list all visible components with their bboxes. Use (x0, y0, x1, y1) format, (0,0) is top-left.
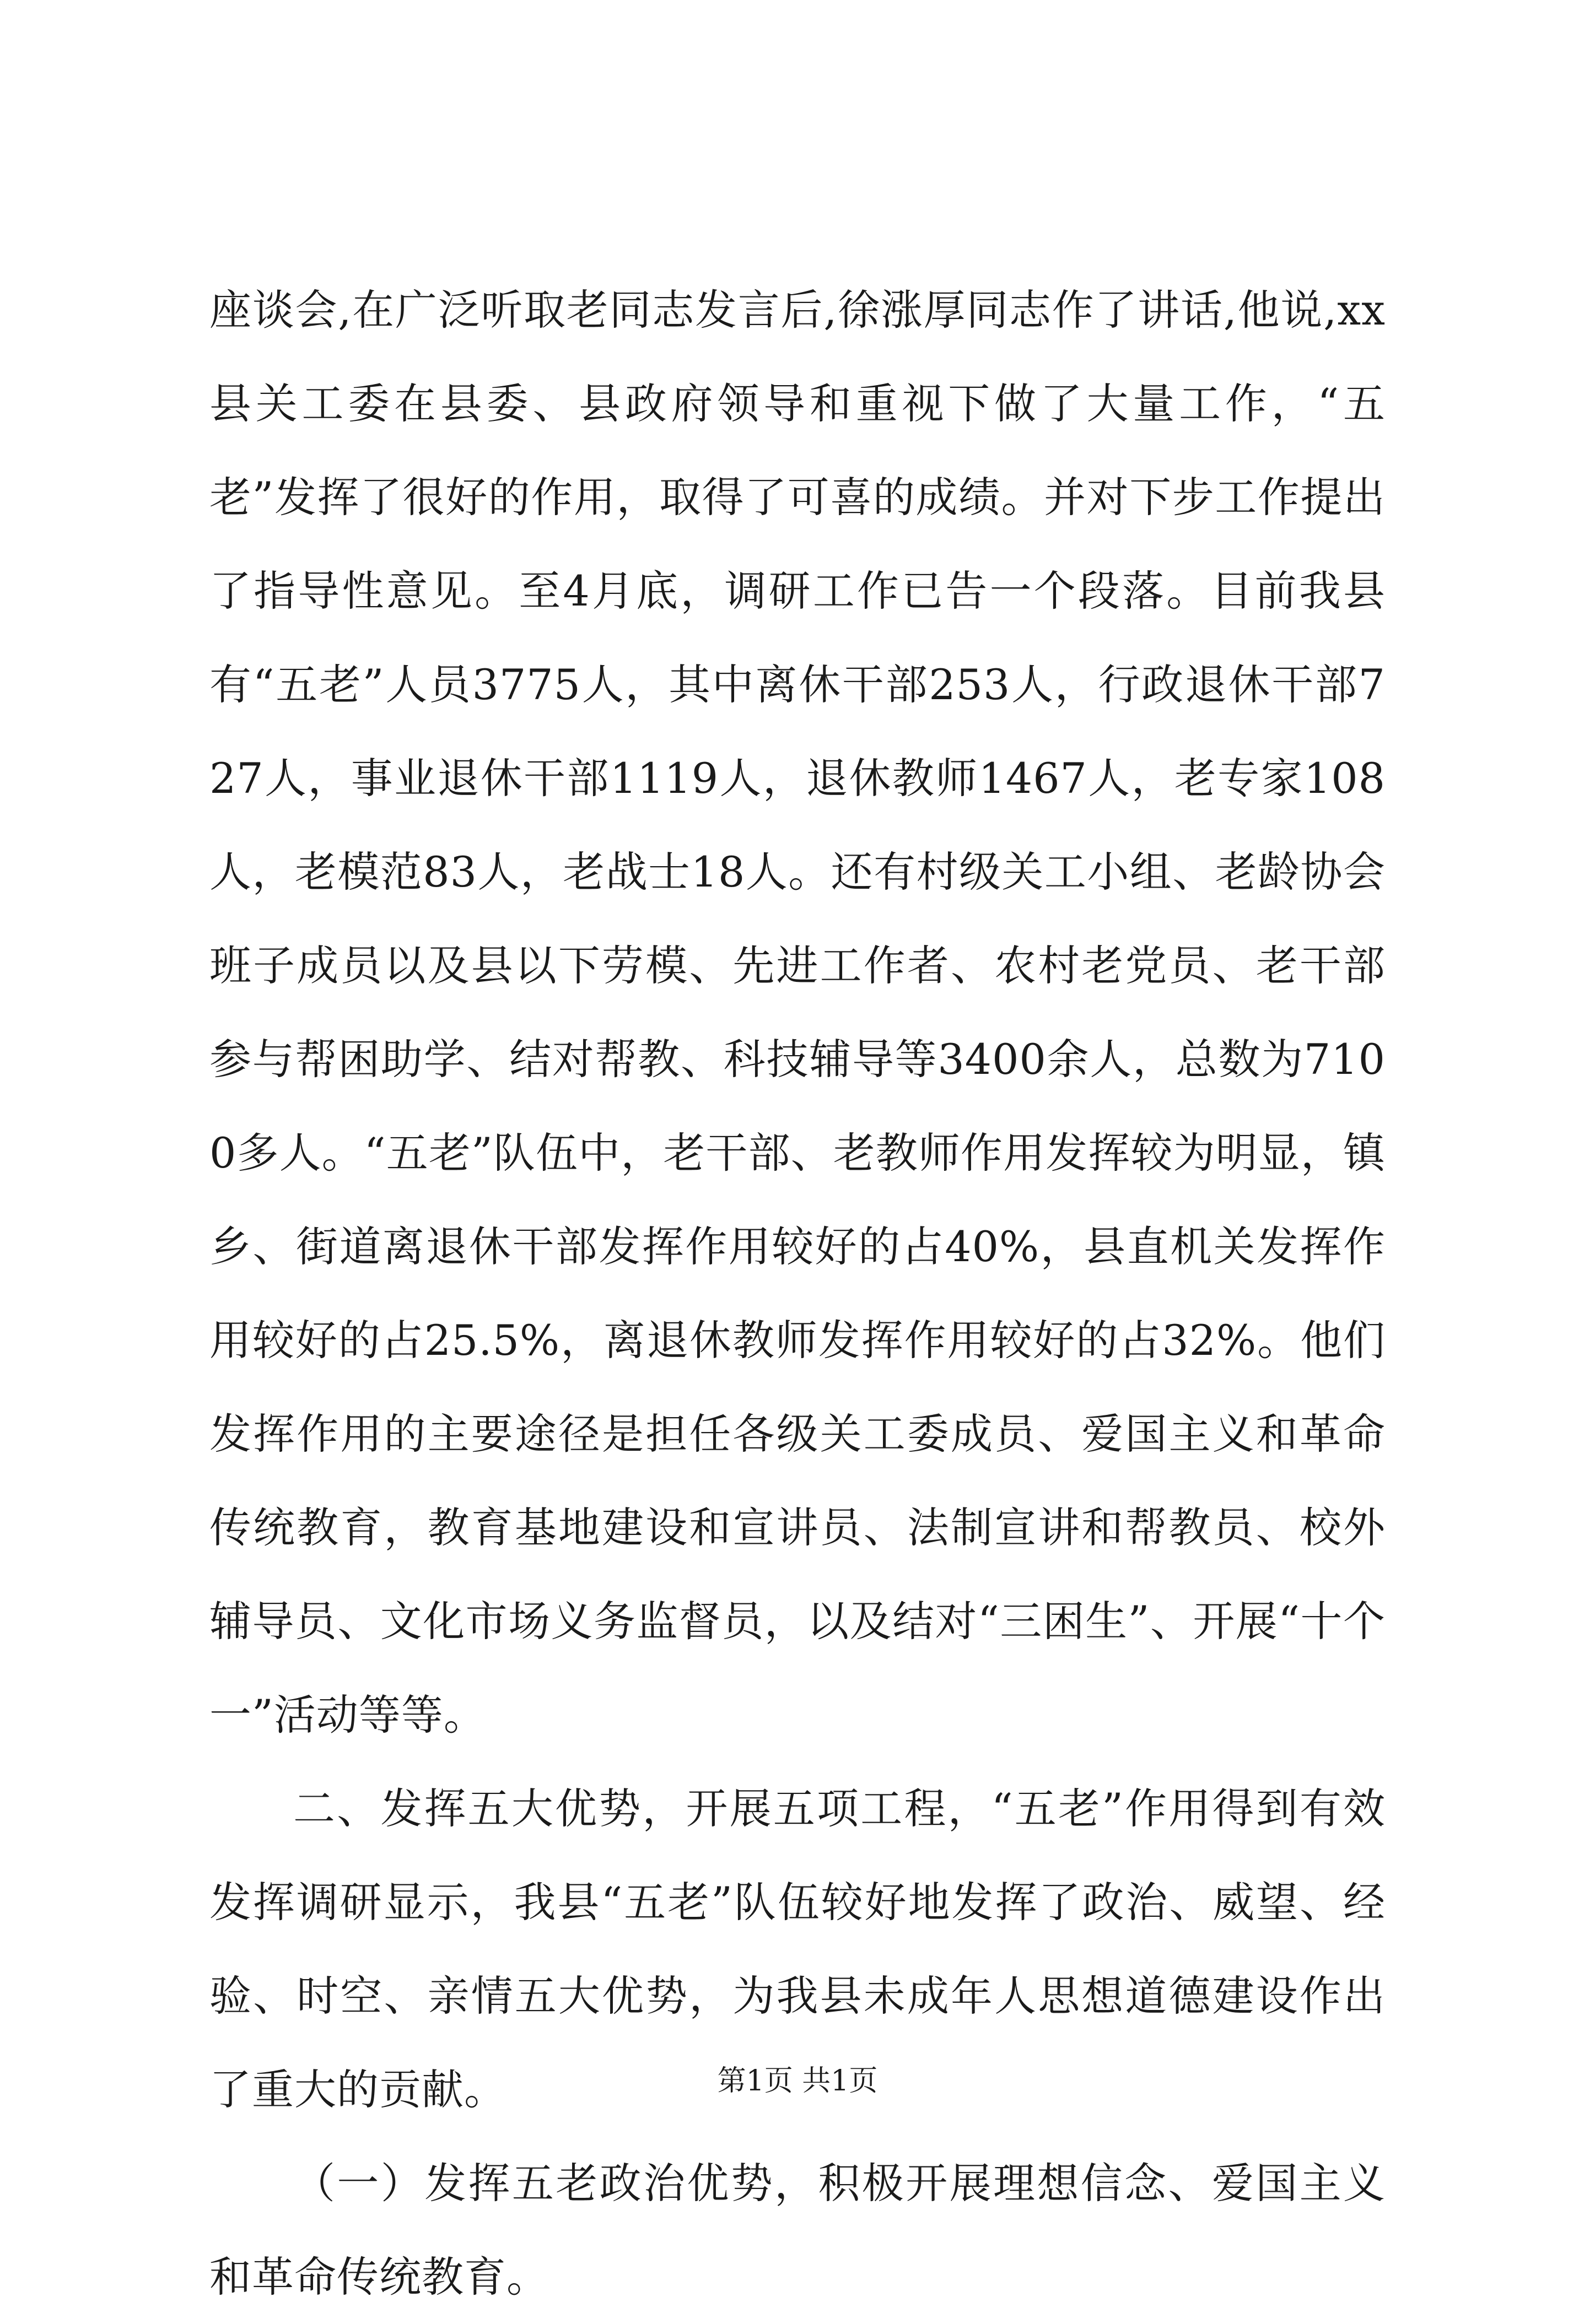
document-body (209, 263, 1386, 2324)
paragraph-section-two: 二、发挥五大优势，开展五项工程，“五老”作用得到有效发挥调研显示，我县“五老”队伍较好地发挥了政治、威望、经验、时空、亲情五大优势，为我县未成年人思想道德建设作出了重大的贡献。 (209, 1784, 1386, 2114)
page-number-footer: 第1页 共1页 (717, 2064, 878, 2098)
paragraph-continuation: 座谈会,在广泛听取老同志发言后,徐涨厚同志作了讲话,他说,xx县关工委在县委、县政府领导和重视下做了大量工作，“五老”发挥了很好的作用，取得了可喜的成绩。并对下步工作提出了指导性意见。至4月底，调研工作已告一个段落。目前我县有“五老”人员3775人，其中离休干部253人，行政退休干部727人，事业退休干部1119人，退休教师1467人，老专家108人，老模范83人，老战士18人。还有村级关工小组、老龄协会班子成员以及县以下劳模、先进工作者、农村老党员、老干部参与帮困助学、结对帮教、科技辅导等3400余人，总数为7100多人。“五老”队伍中，老干部、老教师作用发挥较为明显，镇乡、街道离退休干部发挥作用较好的占40%，县直机关发挥作用较好的占25.5%，离退休教师发挥作用较好的占32%。他们发挥作用的主要途径是担任各级关工委成员、爱国主义和革命传统教育，教育基地建设和宣讲员、法制宣讲和帮教员、校外辅导员、文化市场义务监督员，以及结对“三困生”、开展“十个一”活动等等。 (209, 285, 1386, 1739)
paragraph-subsection-one: （一）发挥五老政治优势，积极开展理想信念、爱国主义和革命传统教育。 (209, 2159, 1386, 2301)
